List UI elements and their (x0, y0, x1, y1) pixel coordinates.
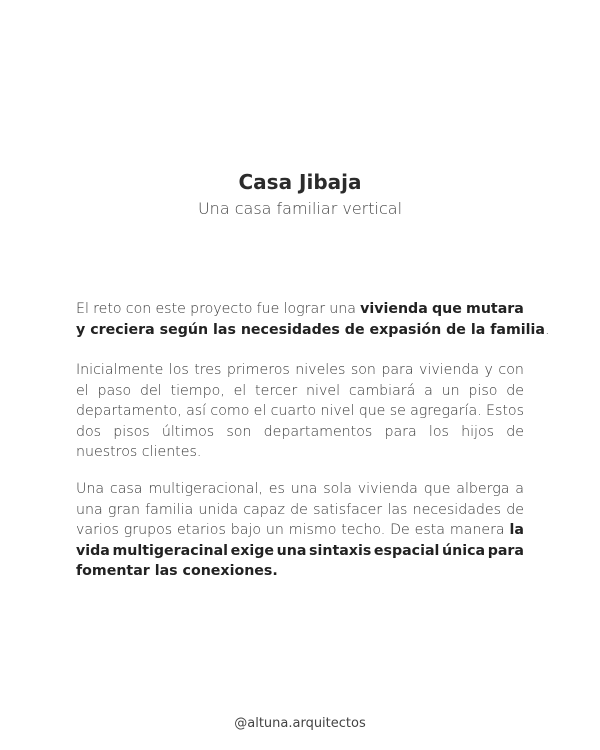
text-line (76, 299, 524, 320)
word: pisos (113, 423, 150, 440)
word: dos (76, 423, 102, 440)
word: el (76, 382, 89, 399)
word: Una (76, 481, 105, 497)
word: departamentos (263, 423, 373, 440)
word: satisfacer (313, 501, 383, 518)
word: un (441, 382, 460, 399)
word: así (186, 403, 207, 419)
word: esta (414, 522, 445, 538)
bold-word: familia (485, 321, 545, 338)
word: las (387, 501, 408, 518)
paragraph-1 (76, 299, 550, 340)
word: nuestros (76, 444, 138, 460)
word: es (268, 481, 285, 497)
word: Inicialmente (76, 362, 164, 378)
text-line (76, 401, 524, 422)
word: para (381, 362, 414, 378)
text-line (76, 479, 524, 500)
word: vivienda (419, 362, 480, 378)
word: tres (194, 362, 222, 378)
word: familia (145, 501, 194, 518)
text-line (76, 320, 550, 341)
text-line (76, 442, 524, 463)
bold-word: creciera (85, 321, 155, 338)
word: se (389, 403, 406, 419)
text-line (76, 561, 524, 582)
text-line (76, 541, 524, 562)
word: . (544, 321, 550, 338)
word: sola (323, 481, 352, 497)
word: grupos (123, 522, 173, 538)
bold-word: sintaxis (309, 542, 372, 559)
bold-word: fomentar (76, 563, 150, 579)
bold-word: según (154, 321, 209, 338)
word: tercer (255, 382, 298, 399)
bold-word: mutara (466, 301, 524, 317)
word: fue (256, 301, 280, 317)
word: paso (97, 382, 132, 399)
word: multigeracional, (148, 481, 263, 497)
footer-handle: @altuna.arquitectos (234, 716, 366, 731)
word: El (76, 301, 89, 317)
word: con (125, 301, 152, 317)
bold-word: espacial (373, 542, 440, 559)
word: departamento, (76, 403, 182, 419)
word: el (233, 382, 247, 399)
bold-word: vida (76, 542, 110, 559)
word: cuarto (270, 403, 317, 419)
word: lograr (283, 301, 326, 317)
word: del (140, 382, 162, 399)
word: de (506, 382, 524, 399)
word: como (210, 403, 250, 419)
word: clientes. (137, 444, 202, 460)
bold-word: una (276, 542, 307, 559)
text-line (76, 500, 524, 521)
word: capaz (243, 501, 285, 518)
word: son (350, 362, 376, 378)
word: un (265, 522, 284, 538)
bold-word: de (441, 321, 466, 338)
word: para (384, 423, 417, 440)
paragraph-2 (76, 360, 524, 463)
word: niveles (295, 362, 346, 378)
word: manera (449, 522, 505, 538)
word: proyecto (190, 301, 253, 317)
bold-word: única (442, 542, 486, 559)
word: mismo (288, 522, 337, 538)
word: gran (107, 501, 140, 518)
word: necesidades (412, 501, 502, 518)
word: agregaría. (410, 403, 482, 419)
bold-word: necesidades (235, 321, 340, 338)
word: etarios (177, 522, 226, 538)
word: primeros (226, 362, 290, 378)
word: son (226, 423, 252, 440)
bold-word: conexiones. (177, 563, 278, 579)
text-line (76, 381, 524, 402)
word: bajo (230, 522, 262, 538)
word: vivienda (357, 481, 418, 497)
bold-word: y (76, 321, 86, 338)
word: que (423, 481, 451, 497)
word: Estos (486, 403, 524, 419)
bold-word: las (208, 321, 236, 338)
word: los (168, 362, 189, 378)
word: casa (109, 481, 143, 497)
bold-word: que (431, 301, 462, 317)
word: últimos (161, 423, 215, 440)
bold-word: multigeracinal (112, 542, 229, 559)
bold-word: para (487, 542, 524, 559)
bold-word: exige (230, 542, 275, 559)
word: a (424, 382, 433, 399)
page-title: Casa Jibaja (238, 170, 362, 194)
bold-word: las (149, 563, 178, 579)
word: tiempo, (170, 382, 225, 399)
word: varios (76, 522, 119, 538)
word: techo. (341, 522, 386, 538)
page-subtitle: Una casa familiar vertical (197, 199, 403, 218)
word: nivel (306, 382, 341, 399)
word: cambiará (348, 382, 416, 399)
text-line (76, 422, 524, 443)
text-line (76, 520, 524, 541)
word: unida (198, 501, 239, 518)
word: este (155, 301, 186, 317)
word: de (506, 423, 524, 440)
bold-word: la (465, 321, 486, 338)
word: y (484, 362, 493, 378)
word: nivel (320, 403, 355, 419)
word: de (290, 501, 308, 518)
word: una (76, 501, 103, 518)
word: una (290, 481, 318, 497)
word: de (506, 501, 524, 518)
word: una (329, 301, 356, 317)
word: piso (468, 382, 498, 399)
word: a (515, 481, 524, 497)
word: De (390, 522, 410, 538)
paragraph-3 (76, 479, 524, 582)
word: con (498, 362, 524, 378)
bold-word: de (339, 321, 365, 338)
word: reto (93, 301, 122, 317)
word-group (485, 320, 549, 341)
text-line (76, 360, 524, 381)
word: que (358, 403, 386, 419)
bold-word: vivienda (360, 301, 428, 317)
bold-word: expasión (364, 321, 442, 338)
bold-word: la (509, 522, 524, 538)
word: los (428, 423, 449, 440)
word: el (253, 403, 267, 419)
word: alberga (456, 481, 510, 497)
word: hijos (461, 423, 495, 440)
